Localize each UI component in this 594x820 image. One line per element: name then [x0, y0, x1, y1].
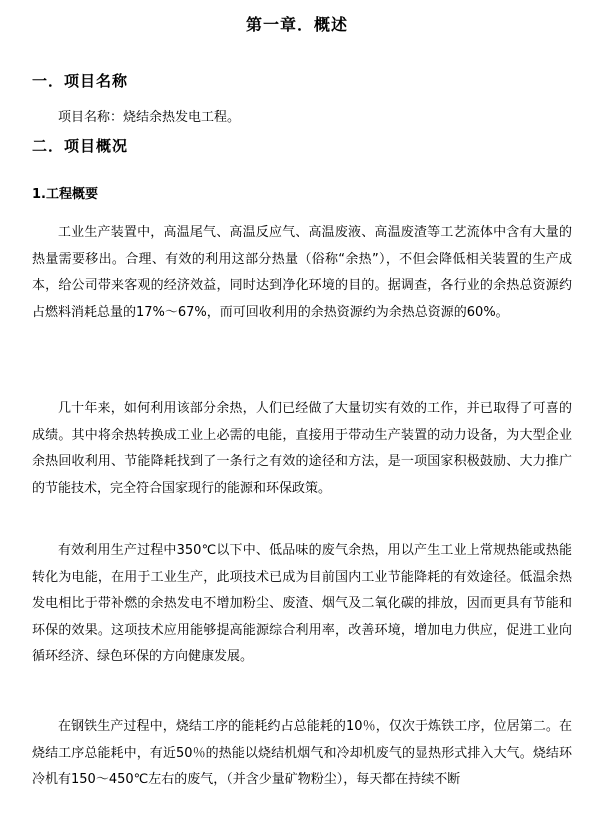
section-title-project-overview: 二．项目概况 [32, 137, 129, 155]
project-name-line: 项目名称：烧结余热发电工程。 [58, 110, 241, 125]
paragraph-4: 在钢铁生产过程中，烧结工序的能耗约占总能耗的10％，仅次于炼铁工序，位居第二。在烧结工序总能耗中，有近50％的热能以烧结机烟气和冷却机废气的显热形式排入大气。烧结环冷机有150～450℃左右的废气，（并含少量矿物粉尘），每天都在持续不断 [32, 719, 572, 787]
chapter-title: 第一章．概述 [245, 15, 348, 34]
section-title-project-name: 一．项目名称 [32, 72, 129, 90]
paragraph-1: 工业生产装置中，高温尾气、高温反应气、高温废液、高温废渣等工艺流体中含有大量的热量需要移出。合理、有效的利用这部分热量（俗称“余热”），不但会降低相关装置的生产成本，给公司带来客观的经济效益，同时达到净化环境的目的。据调查，各行业的余热总资源约占燃料消耗总量的17%～67%，而可回收利用的余热资源约为余热总资源的60%。 [32, 225, 572, 320]
subsection-title-overview: 1.工程概要 [32, 187, 98, 202]
paragraph-2: 几十年来，如何利用该部分余热，人们已经做了大量切实有效的工作，并已取得了可喜的成绩。其中将余热转换成工业上必需的电能，直接用于带动生产装置的动力设备，为大型企业余热回收利用、节能降耗找到了一条行之有效的途径和方法，是一项国家积极鼓励、大力推广的节能技术，完全符合国家现行的能源和环保政策。 [32, 401, 572, 496]
paragraph-3: 有效利用生产过程中350℃以下中、低品味的废气余热，用以产生工业上常规热能或热能转化为电能，在用于工业生产，此项技术已成为目前国内工业节能降耗的有效途径。低温余热发电相比于带补燃的余热发电不增加粉尘、废渣、烟气及二氧化碳的排放，因而更具有节能和环保的效果。这项技术应用能够提高能源综合利用率，改善环境，增加电力供应，促进工业向循环经济、绿色环保的方向健康发展。 [32, 543, 572, 664]
